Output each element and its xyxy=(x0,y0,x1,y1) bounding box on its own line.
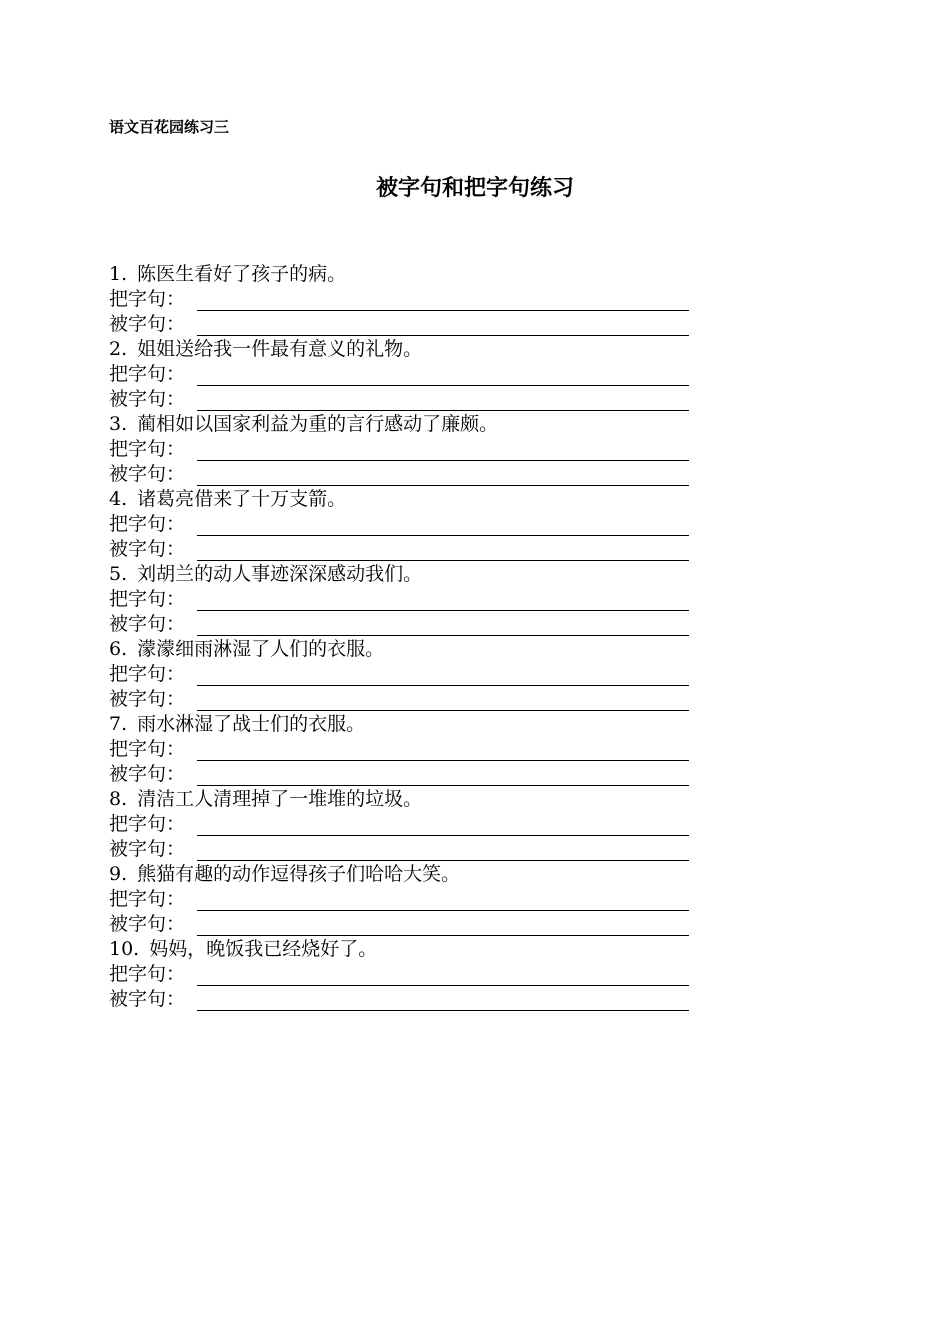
question-number: 4. xyxy=(109,488,128,510)
bei-label: 被字句： xyxy=(109,913,186,935)
ba-label: 把字句： xyxy=(109,813,186,835)
ba-label: 把字句： xyxy=(109,288,186,310)
ba-label: 把字句： xyxy=(109,363,186,385)
exercise-item xyxy=(109,712,709,787)
ba-answer-row xyxy=(109,587,709,612)
question-sentence: 姐姐送给我一件最有意义的礼物。 xyxy=(137,338,423,360)
ba-label: 把字句： xyxy=(109,738,186,760)
bei-label: 被字句： xyxy=(109,988,186,1010)
bei-answer-line[interactable] xyxy=(197,312,689,336)
page-title: 被字句和把字句练习 xyxy=(375,176,574,201)
ba-answer-row xyxy=(109,812,709,837)
question-sentence: 熊猫有趣的动作逗得孩子们哈哈大笑。 xyxy=(137,863,461,885)
bei-answer-row xyxy=(109,312,709,337)
question-row xyxy=(109,937,709,962)
exercise-item xyxy=(109,487,709,562)
exercise-item xyxy=(109,637,709,712)
exercise-item xyxy=(109,787,709,862)
bei-answer-row xyxy=(109,462,709,487)
ba-answer-line[interactable] xyxy=(197,287,689,311)
bei-label: 被字句： xyxy=(109,313,186,335)
exercise-item xyxy=(109,562,709,637)
question-number: 1. xyxy=(109,263,128,285)
ba-answer-row xyxy=(109,512,709,537)
question-sentence: 蔺相如以国家利益为重的言行感动了廉颇。 xyxy=(137,413,499,435)
ba-label: 把字句： xyxy=(109,663,186,685)
question-row xyxy=(109,412,709,437)
ba-answer-row xyxy=(109,737,709,762)
bei-label: 被字句： xyxy=(109,388,186,410)
question-row xyxy=(109,562,709,587)
bei-answer-row xyxy=(109,387,709,412)
question-row xyxy=(109,787,709,812)
question-row xyxy=(109,337,709,362)
bei-answer-line[interactable] xyxy=(197,987,689,1011)
bei-answer-row xyxy=(109,612,709,637)
question-row xyxy=(109,637,709,662)
exercise-item xyxy=(109,937,709,1012)
question-number: 8. xyxy=(109,788,128,810)
bei-label: 被字句： xyxy=(109,688,186,710)
bei-label: 被字句： xyxy=(109,838,186,860)
ba-label: 把字句： xyxy=(109,588,186,610)
ba-answer-row xyxy=(109,887,709,912)
bei-answer-line[interactable] xyxy=(197,837,689,861)
bei-answer-line[interactable] xyxy=(197,687,689,711)
ba-answer-line[interactable] xyxy=(197,812,689,836)
ba-label: 把字句： xyxy=(109,963,186,985)
question-number: 2. xyxy=(109,338,128,360)
question-number: 7. xyxy=(109,713,128,735)
ba-answer-row xyxy=(109,662,709,687)
bei-label: 被字句： xyxy=(109,613,186,635)
ba-answer-line[interactable] xyxy=(197,512,689,536)
question-sentence: 濛濛细雨淋湿了人们的衣服。 xyxy=(137,638,385,660)
ba-answer-line[interactable] xyxy=(197,962,689,986)
exercise-list xyxy=(109,262,709,1012)
bei-answer-line[interactable] xyxy=(197,912,689,936)
ba-label: 把字句： xyxy=(109,438,186,460)
question-sentence: 陈医生看好了孩子的病。 xyxy=(137,263,347,285)
ba-answer-line[interactable] xyxy=(197,587,689,611)
bei-answer-row xyxy=(109,537,709,562)
question-row xyxy=(109,487,709,512)
ba-answer-line[interactable] xyxy=(197,362,689,386)
ba-answer-line[interactable] xyxy=(197,887,689,911)
question-sentence: 妈妈，晚饭我已经烧好了。 xyxy=(149,938,378,960)
ba-answer-row xyxy=(109,437,709,462)
ba-answer-row xyxy=(109,962,709,987)
ba-answer-line[interactable] xyxy=(197,737,689,761)
worksheet-series-label: 语文百花园练习三 xyxy=(109,118,230,136)
bei-label: 被字句： xyxy=(109,538,186,560)
bei-answer-row xyxy=(109,687,709,712)
question-sentence: 诸葛亮借来了十万支箭。 xyxy=(137,488,347,510)
question-sentence: 刘胡兰的动人事迹深深感动我们。 xyxy=(137,563,423,585)
bei-label: 被字句： xyxy=(109,463,186,485)
bei-answer-row xyxy=(109,912,709,937)
bei-answer-line[interactable] xyxy=(197,387,689,411)
bei-answer-line[interactable] xyxy=(197,537,689,561)
bei-answer-line[interactable] xyxy=(197,762,689,786)
ba-label: 把字句： xyxy=(109,888,186,910)
exercise-item xyxy=(109,262,709,337)
question-sentence: 清洁工人清理掉了一堆堆的垃圾。 xyxy=(137,788,423,810)
question-sentence: 雨水淋湿了战士们的衣服。 xyxy=(137,713,366,735)
bei-answer-row xyxy=(109,987,709,1012)
ba-answer-row xyxy=(109,287,709,312)
ba-answer-row xyxy=(109,362,709,387)
question-number: 10. xyxy=(109,938,140,960)
question-row xyxy=(109,262,709,287)
exercise-item xyxy=(109,862,709,937)
exercise-item xyxy=(109,412,709,487)
question-number: 9. xyxy=(109,863,128,885)
bei-answer-row xyxy=(109,837,709,862)
ba-answer-line[interactable] xyxy=(197,662,689,686)
ba-label: 把字句： xyxy=(109,513,186,535)
exercise-item xyxy=(109,337,709,412)
question-row xyxy=(109,862,709,887)
ba-answer-line[interactable] xyxy=(197,437,689,461)
question-number: 3. xyxy=(109,413,128,435)
bei-label: 被字句： xyxy=(109,763,186,785)
question-row xyxy=(109,712,709,737)
question-number: 6. xyxy=(109,638,128,660)
question-number: 5. xyxy=(109,563,128,585)
bei-answer-line[interactable] xyxy=(197,462,689,486)
bei-answer-row xyxy=(109,762,709,787)
bei-answer-line[interactable] xyxy=(197,612,689,636)
